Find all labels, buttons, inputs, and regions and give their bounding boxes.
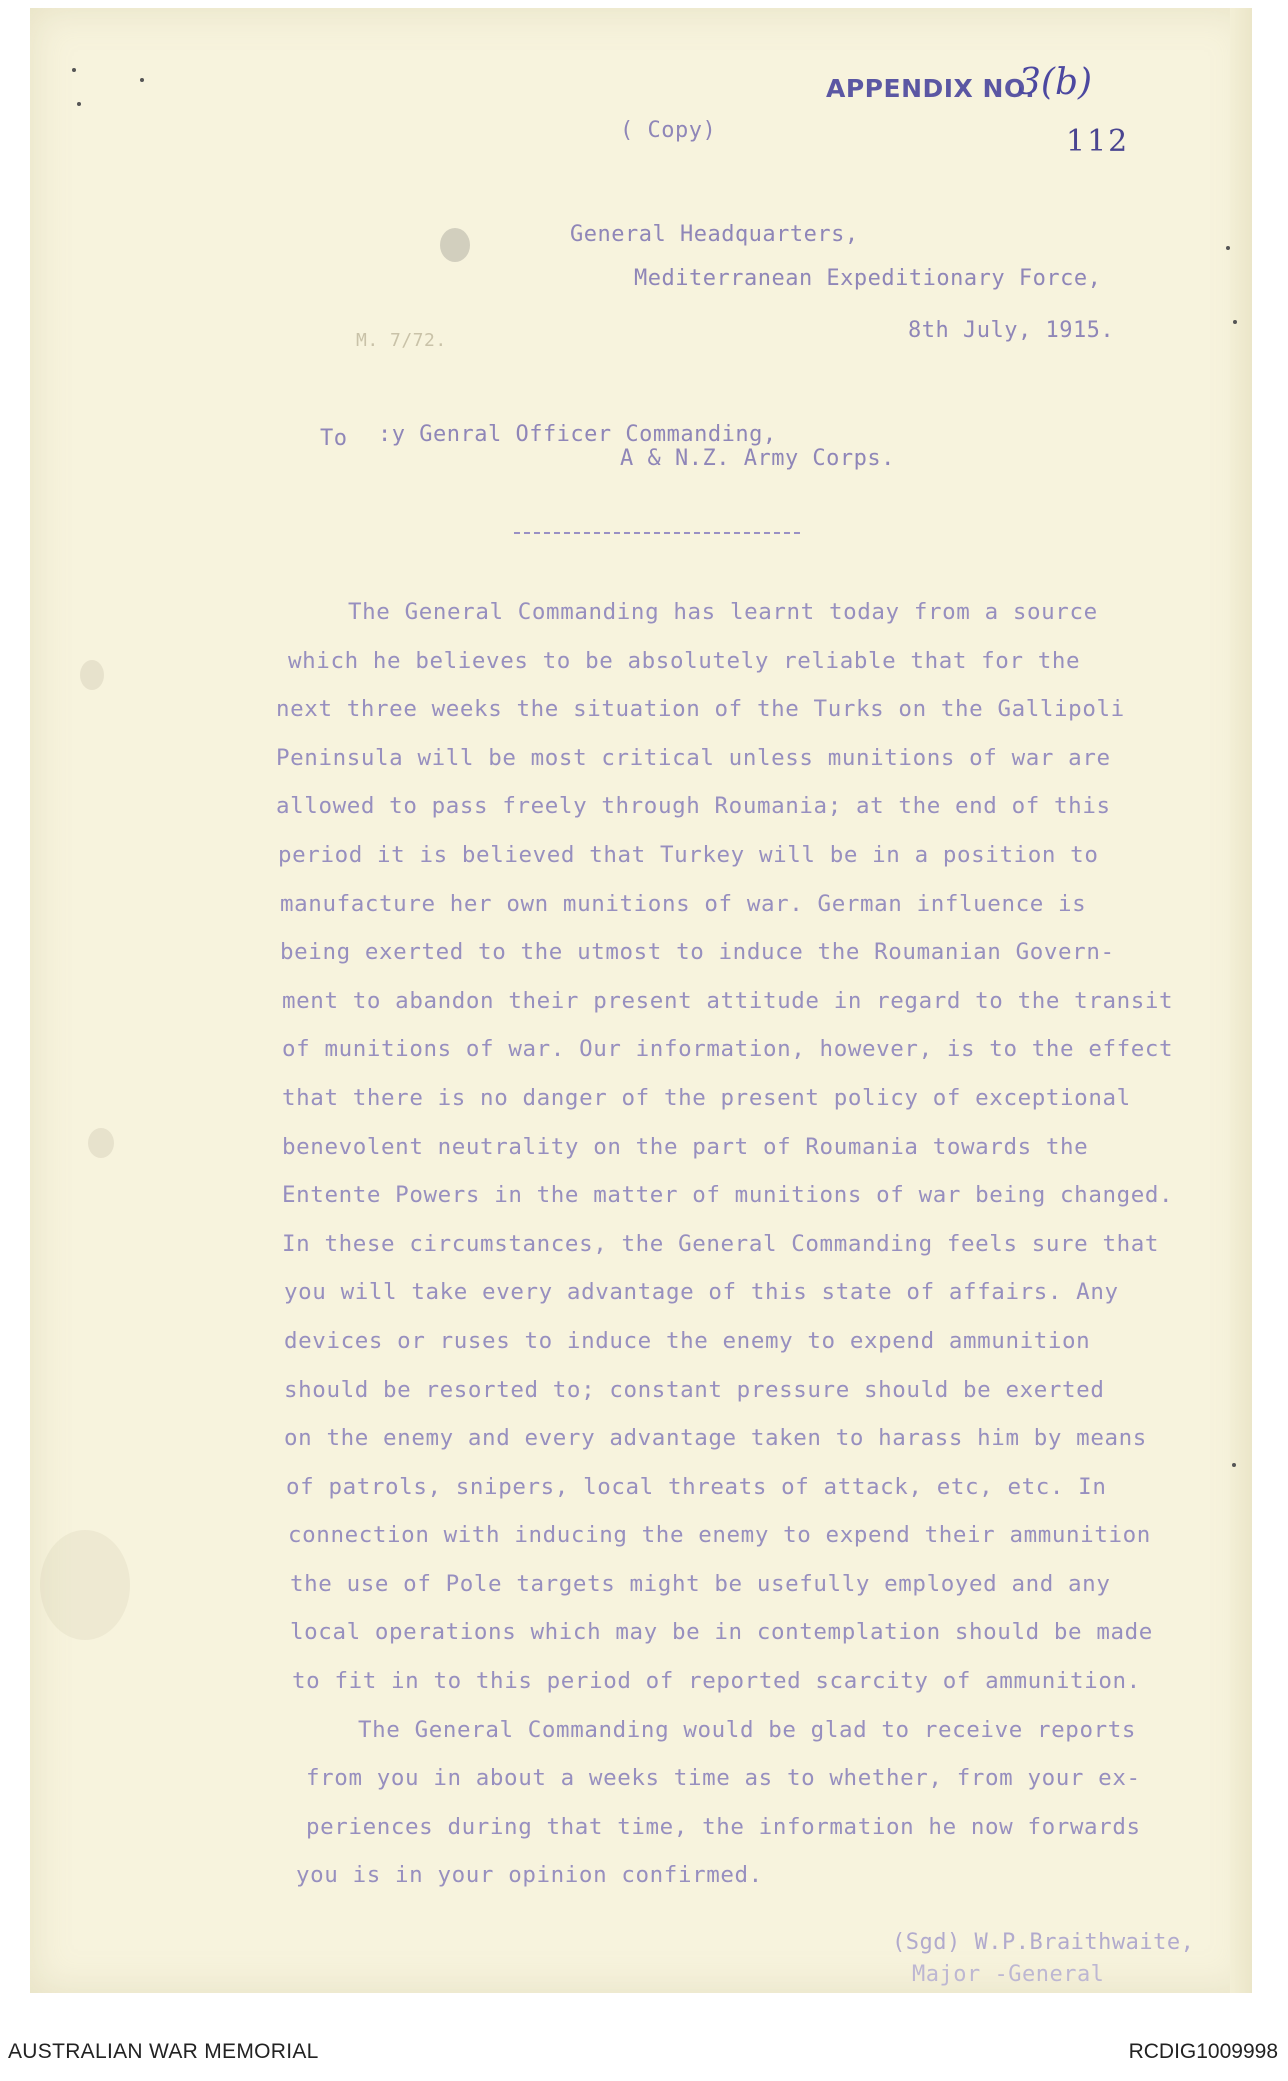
to-label: To bbox=[320, 426, 348, 451]
ink-mark bbox=[440, 228, 470, 262]
body-line: The General Commanding would be glad to receive reports bbox=[358, 1716, 1137, 1743]
letter-date: 8th July, 1915. bbox=[908, 318, 1115, 343]
body-line: of patrols, snipers, local threats of attack, etc, etc. In bbox=[286, 1473, 1107, 1500]
speck bbox=[72, 68, 76, 72]
letter-body bbox=[262, 588, 1212, 1900]
body-line: Peninsula will be most critical unless munitions of war are bbox=[276, 744, 1111, 771]
stain bbox=[80, 660, 104, 690]
recipient-line-2: A & N.Z. Army Corps. bbox=[620, 446, 895, 471]
recipient-line-1: :y Genral Officer Commanding, bbox=[378, 422, 777, 447]
record-id: RCDIG1009998 bbox=[1128, 2040, 1278, 2063]
body-line: In these circumstances, the General Commanding feels sure that bbox=[282, 1230, 1160, 1257]
body-line: local operations which may be in contemplation should be made bbox=[290, 1619, 1153, 1646]
signature-line-1: (Sgd) W.P.Braithwaite, bbox=[892, 1930, 1195, 1955]
body-line: devices or ruses to induce the enemy to expend ammunition bbox=[284, 1327, 1091, 1354]
speck bbox=[77, 102, 81, 106]
body-line: allowed to pass freely through Roumania; at the end of this bbox=[276, 793, 1111, 820]
body-line: periences during that time, the information he now forwards bbox=[306, 1813, 1141, 1840]
copy-note: ( Copy) bbox=[620, 118, 717, 143]
body-line: period it is believed that Turkey will be in a position to bbox=[278, 841, 1099, 868]
body-line: manufacture her own munitions of war. German influence is bbox=[280, 890, 1087, 917]
speck bbox=[1233, 320, 1237, 324]
body-line: from you in about a weeks time as to whether, from your ex- bbox=[306, 1765, 1141, 1792]
appendix-number: 3(b) bbox=[1018, 62, 1093, 103]
body-line: the use of Pole targets might be usefully employed and any bbox=[290, 1570, 1111, 1597]
body-line: you is in your opinion confirmed. bbox=[296, 1862, 763, 1889]
body-line: next three weeks the situation of the Turks on the Gallipoli bbox=[276, 696, 1125, 723]
body-line: should be resorted to; constant pressure should be exerted bbox=[284, 1376, 1105, 1403]
origin-line-2: Mediterranean Expeditionary Force, bbox=[634, 266, 1102, 291]
signature-line-2: Major -General bbox=[912, 1962, 1105, 1987]
body-line: which he believes to be absolutely reliable that for the bbox=[288, 647, 1081, 674]
speck bbox=[1226, 246, 1230, 250]
body-line: ment to abandon their present attitude in regard to the transit bbox=[282, 987, 1174, 1014]
separator-rule bbox=[514, 532, 800, 534]
reference-number: M. 7/72. bbox=[356, 330, 447, 351]
body-line: benevolent neutrality on the part of Roumania towards the bbox=[282, 1133, 1089, 1160]
body-line: you will take every advantage of this state of affairs. Any bbox=[284, 1279, 1119, 1306]
body-line: connection with inducing the enemy to expend their ammunition bbox=[288, 1522, 1151, 1549]
appendix-stamp-label: APPENDIX NO. bbox=[826, 74, 1036, 103]
body-line: Entente Powers in the matter of munitions of war being changed. bbox=[282, 1182, 1174, 1209]
body-line: being exerted to the utmost to induce the Roumanian Govern- bbox=[280, 939, 1115, 966]
body-line: that there is no danger of the present policy of exceptional bbox=[282, 1084, 1131, 1111]
body-line: of munitions of war. Our information, however, is to the effect bbox=[282, 1036, 1174, 1063]
body-line: The General Commanding has learnt today from a source bbox=[348, 599, 1098, 625]
stain bbox=[88, 1128, 114, 1158]
origin-line-1: General Headquarters, bbox=[570, 222, 859, 247]
institution-label: AUSTRALIAN WAR MEMORIAL bbox=[8, 2040, 319, 2063]
page-number: 112 bbox=[1066, 124, 1130, 159]
speck bbox=[140, 78, 144, 82]
body-line: to fit in to this period of reported scarcity of ammunition. bbox=[292, 1668, 1141, 1695]
body-line: on the enemy and every advantage taken to harass him by means bbox=[284, 1425, 1147, 1452]
stain bbox=[40, 1530, 130, 1640]
